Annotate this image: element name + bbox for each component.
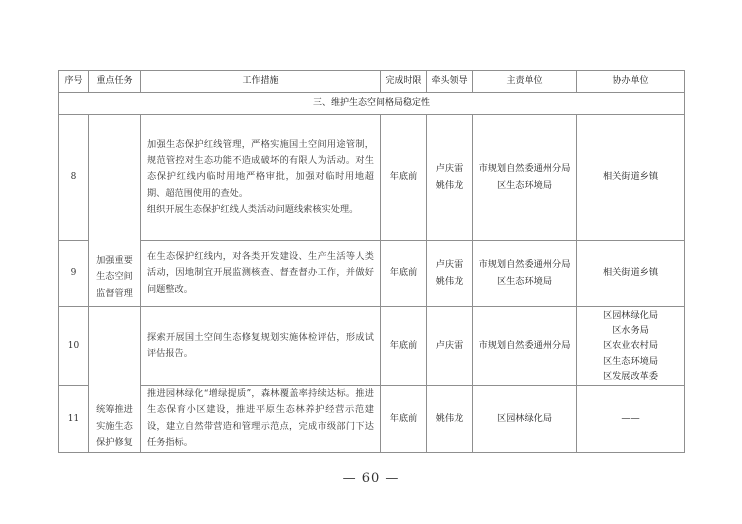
- assist-unit: 区生态环境局: [602, 355, 659, 367]
- leader-name: 卢庆雷: [435, 339, 464, 351]
- lead-unit-cell: [473, 307, 577, 386]
- deadline-cell: 年底前: [381, 307, 427, 386]
- measures-cell: [141, 307, 381, 386]
- assist-unit-cell: [577, 307, 685, 386]
- leader-name: 姚伟龙: [435, 412, 464, 424]
- task-cell: [89, 115, 141, 307]
- row-index: 8: [59, 115, 89, 241]
- lead-unit: 市规划自然委通州分局: [478, 259, 571, 271]
- lead-unit: 区生态环境局: [496, 275, 553, 287]
- lead-unit: 市规划自然委通州分局: [478, 163, 571, 175]
- section-title: 三、维护生态空间格局稳定性: [59, 93, 685, 115]
- task-name-line: 实施生态: [96, 420, 133, 432]
- leader-name: 姚伟龙: [435, 275, 464, 287]
- measure-paragraph: 推进园林绿化“增绿提质”，森林覆盖率持续达标。推进生态保育小区建设，推进平原生态林养护经营示范建设，建立自然带营造和管理示范点，完成市级部门下达任务指标。: [147, 388, 374, 449]
- leader-cell: [427, 241, 473, 307]
- assist-unit: 区发展改革委: [602, 370, 659, 382]
- measures-cell: [141, 241, 381, 307]
- assist-unit-cell: [577, 115, 685, 241]
- header-assist-unit: 协办单位: [577, 71, 685, 93]
- measure-paragraph: 加强生态保护红线管理，严格实施国土空间用途管制，规范管控对生态功能不造成破坏的有限人为活动。对生态保护红线内临时用地严格审批，加强对临时用地超期、超范围使用的查处。: [147, 138, 374, 199]
- assist-unit: 区农业农村局: [602, 340, 659, 352]
- deadline-cell: 年底前: [381, 386, 427, 453]
- task-name-line: 保护修复: [96, 437, 133, 449]
- lead-unit-cell: [473, 115, 577, 241]
- assist-unit: 区水务局: [612, 325, 649, 337]
- assist-unit: ——: [621, 412, 640, 424]
- table-row: [59, 115, 685, 241]
- task-cell: [89, 307, 141, 453]
- page-number: — 60 —: [342, 471, 400, 486]
- assist-unit: 相关街道乡镇: [602, 171, 659, 183]
- deadline-cell: 年底前: [381, 241, 427, 307]
- assist-unit-cell: [577, 241, 685, 307]
- row-index: 10: [59, 307, 89, 386]
- assist-unit: 区园林绿化局: [602, 310, 659, 322]
- task-name-line: 统筹推进: [96, 404, 133, 416]
- task-name-line: 生态空间: [96, 271, 133, 283]
- row-index: 9: [59, 241, 89, 307]
- deadline-cell: 年底前: [381, 115, 427, 241]
- assist-unit: 相关街道乡镇: [602, 267, 659, 279]
- table-row: [59, 307, 685, 386]
- task-name-line: 监督管理: [96, 287, 133, 299]
- table-row: [59, 386, 685, 453]
- leader-cell: [427, 386, 473, 453]
- table-header-row: [59, 71, 685, 93]
- lead-unit-cell: [473, 241, 577, 307]
- leader-cell: [427, 307, 473, 386]
- measure-paragraph: 组织开展生态保护红线人类活动问题线索核实处理。: [147, 204, 359, 216]
- work-plan-table: [58, 70, 685, 453]
- lead-unit: 市规划自然委通州分局: [478, 339, 571, 351]
- header-index: 序号: [59, 71, 89, 93]
- leader-name: 姚伟龙: [435, 179, 464, 191]
- header-lead-unit: 主责单位: [473, 71, 577, 93]
- header-measures: 工作措施: [141, 71, 381, 93]
- leader-cell: [427, 115, 473, 241]
- leader-name: 卢庆雷: [435, 259, 464, 271]
- section-row: [59, 93, 685, 115]
- header-leader: 牵头领导: [427, 71, 473, 93]
- row-index: 11: [59, 386, 89, 453]
- header-deadline: 完成时限: [381, 71, 427, 93]
- assist-unit-cell: [577, 386, 685, 453]
- table-row: [59, 241, 685, 307]
- measures-cell: [141, 115, 381, 241]
- measure-paragraph: 在生态保护红线内，对各类开发建设、生产生活等人类活动，因地制宜开展监测核查、督查督办工作，并做好问题整改。: [147, 250, 374, 295]
- leader-name: 卢庆雷: [435, 163, 464, 175]
- measures-cell: [141, 386, 381, 453]
- measure-paragraph: 探索开展国土空间生态修复规划实施体检评估，形成试评估报告。: [147, 331, 374, 359]
- task-name-line: 加强重要: [96, 254, 133, 266]
- lead-unit: 区园林绿化局: [496, 412, 553, 424]
- lead-unit: 区生态环境局: [496, 179, 553, 191]
- lead-unit-cell: [473, 386, 577, 453]
- header-task: 重点任务: [89, 71, 141, 93]
